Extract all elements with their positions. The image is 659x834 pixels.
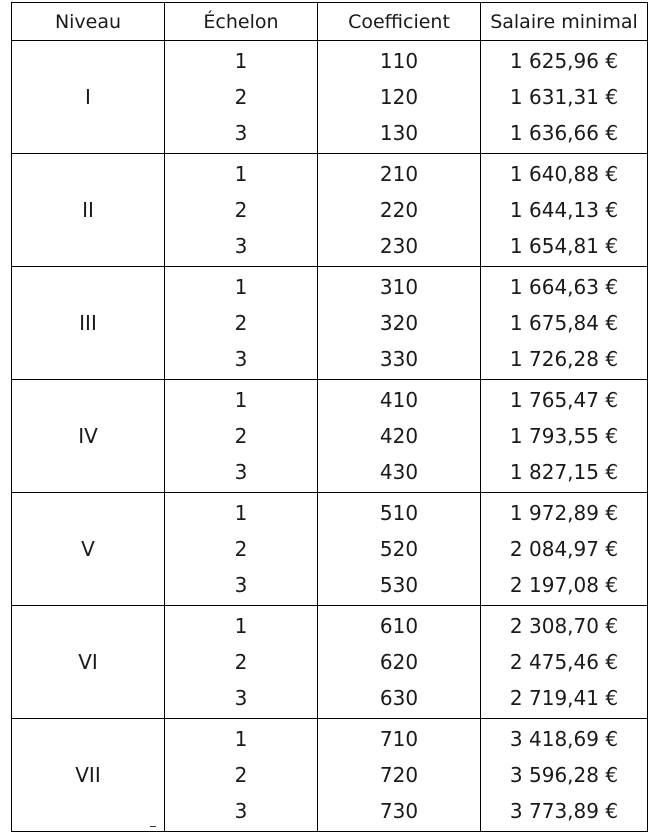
table-row [12, 719, 648, 758]
salaire-cell: 3 773,89 € [481, 793, 648, 832]
coefficient-cell: 310 [318, 267, 481, 306]
salaire-cell: 1 631,31 € [481, 79, 648, 115]
niveau-cell: I [12, 41, 165, 154]
coefficient-cell: 230 [318, 228, 481, 267]
salary-grid-table [11, 2, 648, 832]
echelon-cell: 2 [165, 418, 318, 454]
niveau-cell: V [12, 493, 165, 606]
table-row [12, 380, 648, 419]
salaire-cell: 1 765,47 € [481, 380, 648, 419]
header-row [12, 3, 648, 41]
coefficient-cell: 520 [318, 531, 481, 567]
echelon-cell: 3 [165, 680, 318, 719]
echelon-cell: 2 [165, 79, 318, 115]
coefficient-cell: 510 [318, 493, 481, 532]
salaire-cell: 1 726,28 € [481, 341, 648, 380]
footer-mark [150, 826, 156, 827]
salaire-cell: 1 636,66 € [481, 115, 648, 154]
header-salaire: Salaire minimal [481, 3, 648, 41]
echelon-cell: 1 [165, 719, 318, 758]
echelon-cell: 1 [165, 267, 318, 306]
coefficient-cell: 730 [318, 793, 481, 832]
coefficient-cell: 420 [318, 418, 481, 454]
salaire-cell: 3 596,28 € [481, 757, 648, 793]
coefficient-cell: 120 [318, 79, 481, 115]
table-row [12, 493, 648, 532]
salaire-cell: 1 640,88 € [481, 154, 648, 193]
salaire-cell: 2 308,70 € [481, 606, 648, 645]
coefficient-cell: 130 [318, 115, 481, 154]
salaire-cell: 1 972,89 € [481, 493, 648, 532]
echelon-cell: 2 [165, 644, 318, 680]
coefficient-cell: 430 [318, 454, 481, 493]
coefficient-cell: 530 [318, 567, 481, 606]
table-row [12, 154, 648, 193]
coefficient-cell: 110 [318, 41, 481, 80]
table-row [12, 41, 648, 80]
echelon-cell: 1 [165, 606, 318, 645]
echelon-cell: 3 [165, 228, 318, 267]
salaire-cell: 1 664,63 € [481, 267, 648, 306]
echelon-cell: 1 [165, 41, 318, 80]
salaire-cell: 2 719,41 € [481, 680, 648, 719]
echelon-cell: 2 [165, 305, 318, 341]
coefficient-cell: 620 [318, 644, 481, 680]
coefficient-cell: 410 [318, 380, 481, 419]
table-header [12, 3, 648, 41]
salaire-cell: 2 084,97 € [481, 531, 648, 567]
echelon-cell: 2 [165, 192, 318, 228]
echelon-cell: 3 [165, 341, 318, 380]
salaire-cell: 2 475,46 € [481, 644, 648, 680]
salaire-cell: 1 654,81 € [481, 228, 648, 267]
coefficient-cell: 720 [318, 757, 481, 793]
echelon-cell: 3 [165, 567, 318, 606]
niveau-cell: III [12, 267, 165, 380]
coefficient-cell: 330 [318, 341, 481, 380]
coefficient-cell: 320 [318, 305, 481, 341]
salaire-cell: 3 418,69 € [481, 719, 648, 758]
echelon-cell: 3 [165, 454, 318, 493]
echelon-cell: 1 [165, 154, 318, 193]
salaire-cell: 2 197,08 € [481, 567, 648, 606]
niveau-cell: VII [12, 719, 165, 832]
echelon-cell: 1 [165, 493, 318, 532]
niveau-cell: IV [12, 380, 165, 493]
salaire-cell: 1 675,84 € [481, 305, 648, 341]
salaire-cell: 1 827,15 € [481, 454, 648, 493]
salaire-cell: 1 793,55 € [481, 418, 648, 454]
header-coefficient: Coefficient [318, 3, 481, 41]
echelon-cell: 3 [165, 793, 318, 832]
echelon-cell: 2 [165, 757, 318, 793]
echelon-cell: 1 [165, 380, 318, 419]
salaire-cell: 1 625,96 € [481, 41, 648, 80]
table-row [12, 267, 648, 306]
echelon-cell: 3 [165, 115, 318, 154]
header-echelon: Échelon [165, 3, 318, 41]
coefficient-cell: 610 [318, 606, 481, 645]
salaire-cell: 1 644,13 € [481, 192, 648, 228]
table-body [12, 41, 648, 832]
niveau-cell: VI [12, 606, 165, 719]
header-niveau: Niveau [12, 3, 165, 41]
coefficient-cell: 710 [318, 719, 481, 758]
echelon-cell: 2 [165, 531, 318, 567]
table-row [12, 606, 648, 645]
coefficient-cell: 220 [318, 192, 481, 228]
coefficient-cell: 210 [318, 154, 481, 193]
niveau-cell: II [12, 154, 165, 267]
coefficient-cell: 630 [318, 680, 481, 719]
